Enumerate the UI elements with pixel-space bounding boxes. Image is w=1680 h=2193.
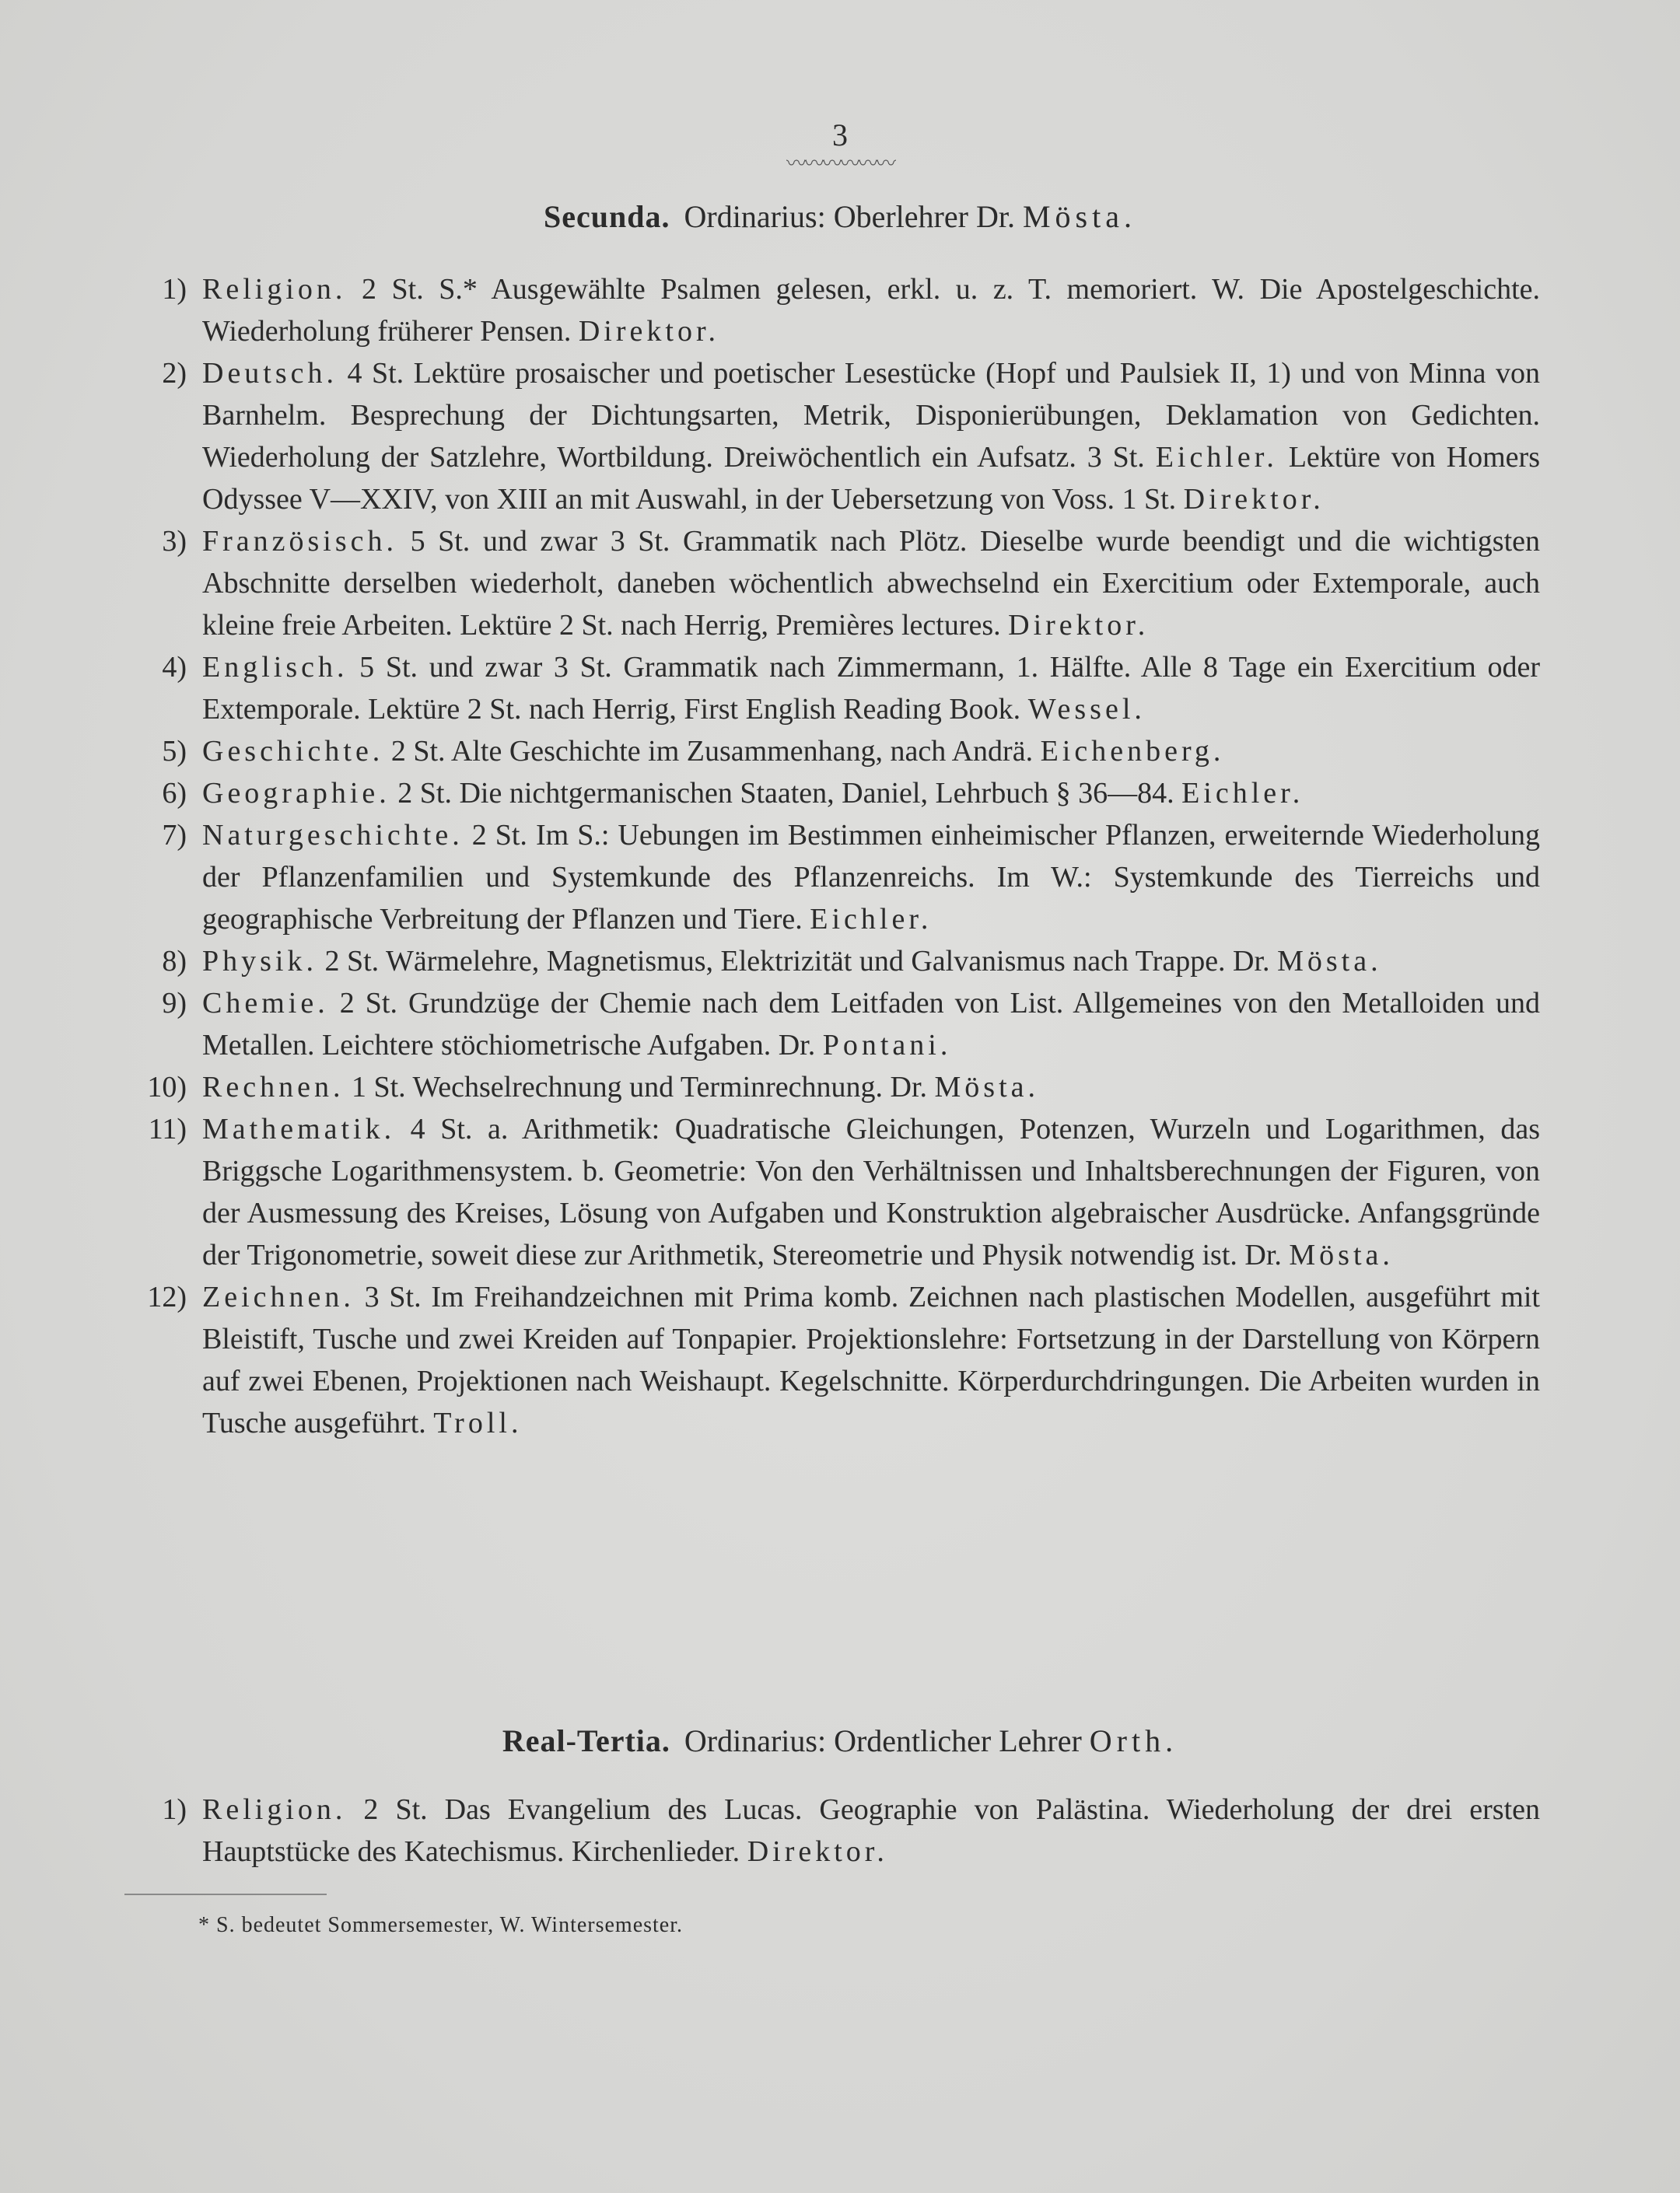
subject-item <box>101 268 1540 352</box>
realtertia-title: Real-Tertia. <box>502 1723 670 1758</box>
item-number: 3) <box>162 525 187 558</box>
subject-item <box>101 646 1540 730</box>
item-teacher: Direktor. <box>747 1835 888 1868</box>
subject-item <box>101 352 1540 520</box>
item-text <box>202 982 1540 1066</box>
item-text <box>202 772 1540 814</box>
item-text <box>202 268 1540 352</box>
item-teacher: Pontani. <box>822 1029 952 1062</box>
item-subject: Französisch. <box>202 525 398 558</box>
item-number: 7) <box>162 819 187 852</box>
item-text <box>202 940 1540 982</box>
item-subject: Chemie. <box>202 987 329 1020</box>
item-description: 2 St. S.* Ausgewählte Psalmen gelesen, erkl. u. z. T. memoriert. W. Die Apostelgeschichte. Wiederholung früherer Pensen. <box>202 273 1540 348</box>
item-teacher: Troll. <box>433 1407 523 1439</box>
item-text <box>202 730 1540 772</box>
item-text <box>202 814 1540 940</box>
footnote-divider <box>124 1894 327 1895</box>
item-subject: Englisch. <box>202 651 348 684</box>
item-number: 1) <box>162 273 187 306</box>
item-teacher: Direktor. <box>1008 609 1150 642</box>
item-teacher: Mösta. <box>1277 945 1382 978</box>
item-subject: Geographie. <box>202 777 390 810</box>
subject-item <box>101 520 1540 646</box>
item-description: 2 St. Wärmelehre, Magnetismus, Elektrizität und Galvanismus nach Trappe. Dr. <box>317 945 1278 978</box>
secunda-title: Secunda. <box>544 199 670 234</box>
ornament-wave: 〰〰〰〰〰〰 <box>786 152 894 175</box>
item-description: 2 St. Alte Geschichte im Zusammenhang, nach Andrä. <box>383 735 1041 768</box>
item-number: 11) <box>148 1113 187 1145</box>
subject-item <box>101 814 1540 940</box>
item-text <box>202 646 1540 730</box>
item-number: 8) <box>162 945 187 978</box>
realtertia-heading <box>0 1723 1680 1759</box>
item-description: 2 St. Die nichtgermanischen Staaten, Daniel, Lehrbuch § 36—84. <box>390 777 1182 810</box>
subject-item <box>101 982 1540 1066</box>
item-description: 4 St. Lektüre prosaischer und poetischer Lesestücke (Hopf und Paulsiek II, 1) und von Minna von Barnhelm. Besprechung der Dichtungsarten, Metrik, Disponierübungen, Deklamation von Gedichten. Wiederholung der Satzlehre, Wortbildung. Dreiwöchentlich ein Aufsatz. 3 St. <box>202 357 1540 474</box>
item-description: 2 St. Grundzüge der Chemie nach dem Leitfaden von List. Allgemeines von den Metalloiden und Metallen. Leichtere stöchiometrische Aufgaben. Dr. <box>202 987 1540 1062</box>
item-number: 10) <box>147 1071 187 1103</box>
footnote: * S. bedeutet Sommersemester, W. Wintersemester. <box>198 1913 684 1937</box>
subject-item <box>101 940 1540 982</box>
item-description: 5 St. und zwar 3 St. Grammatik nach Plötz. Dieselbe wurde beendigt und die wichtigsten Abschnitte derselben wiederholt, daneben wöchentlich abwechselnd ein Exercitium oder Extemporale, auch kleine freie Arbeiten. Lektüre 2 St. nach Herrig, Premières lectures. <box>202 525 1540 642</box>
item-number: 2) <box>162 357 187 390</box>
item-description-continued: Lektüre von Homers Odyssee V—XXIV, von XIII an mit Auswahl, in der Uebersetzung von Voss. 1 St. <box>202 441 1540 516</box>
item-number: 9) <box>162 987 187 1020</box>
item-text <box>202 1066 1540 1108</box>
item-subject: Naturgeschichte. <box>202 819 464 852</box>
item-subject: Rechnen. <box>202 1071 345 1103</box>
item-teacher: Mösta. <box>1289 1239 1394 1271</box>
realtertia-ordinarius-name: Orth. <box>1089 1723 1178 1758</box>
item-description: 3 St. Im Freihandzeichnen mit Prima komb. Zeichnen nach plastischen Modellen, ausgeführt mit Bleistift, Tusche und zwei Kreiden auf Tonpapier. Projektionslehre: Fortsetzung in der Darstellung von Körpern auf zwei Ebenen, Projektionen nach Weishaupt. Kegelschnitte. Körperdurchdringungen. Die Arbeiten wurden in Tusche ausgeführt. <box>202 1281 1540 1439</box>
item-subject: Physik. <box>202 945 317 978</box>
item-subject: Religion. <box>202 1793 347 1826</box>
item-teacher: Mösta. <box>934 1071 1040 1103</box>
item-description: 1 St. Wechselrechnung und Terminrechnung. Dr. <box>344 1071 935 1103</box>
item-text <box>202 1789 1540 1873</box>
realtertia-ordinarius: Ordinarius: Ordentlicher Lehrer <box>684 1723 1082 1758</box>
item-number: 5) <box>162 735 187 768</box>
subject-item <box>101 1276 1540 1444</box>
item-teacher: Eichler. <box>810 903 933 936</box>
item-teacher: Direktor. <box>1183 483 1325 516</box>
item-subject: Deutsch. <box>202 357 338 390</box>
realtertia-subject-list <box>101 1789 1540 1873</box>
secunda-subject-list <box>101 268 1540 1444</box>
subject-item <box>101 772 1540 814</box>
secunda-heading <box>0 198 1680 235</box>
item-description: 2 St. Das Evangelium des Lucas. Geographie von Palästina. Wiederholung der drei ersten Hauptstücke des Katechismus. Kirchenlieder. <box>202 1793 1540 1868</box>
item-subject: Mathematik. <box>202 1113 396 1145</box>
subject-item <box>101 730 1540 772</box>
item-number: 1) <box>162 1793 187 1826</box>
item-teacher: Direktor. <box>578 315 719 348</box>
item-description: 4 St. a. Arithmetik: Quadratische Gleichungen, Potenzen, Wurzeln und Logarithmen, das Briggsche Logarithmensystem. b. Geometrie: Von den Verhältnissen und Inhaltsberechnungen der Figuren, von der Ausmessung des Kreises, Lösung von Aufgaben und Konstruktion algebraischer Ausdrücke. Anfangsgründe der Trigonometrie, soweit diese zur Arithmetik, Stereometrie und Physik notwendig ist. Dr. <box>202 1113 1540 1271</box>
subject-item <box>101 1789 1540 1873</box>
item-teacher: Eichler. <box>1181 777 1304 810</box>
item-number: 12) <box>147 1281 187 1313</box>
subject-item <box>101 1066 1540 1108</box>
item-teacher: Wessel. <box>1027 693 1146 726</box>
item-subject: Religion. <box>202 273 347 306</box>
subject-item <box>101 1108 1540 1276</box>
item-subject: Zeichnen. <box>202 1281 355 1313</box>
secunda-ordinarius-name: Mösta. <box>1022 199 1136 234</box>
item-teacher: Eichler. <box>1155 441 1278 474</box>
secunda-ordinarius: Ordinarius: Oberlehrer Dr. <box>684 199 1015 234</box>
item-text <box>202 352 1540 520</box>
item-subject: Geschichte. <box>202 735 384 768</box>
item-teacher: Eichenberg. <box>1040 735 1225 768</box>
item-number: 4) <box>162 651 187 684</box>
item-text <box>202 520 1540 646</box>
item-description: 2 St. Im S.: Uebungen im Bestimmen einheimischer Pflanzen, erweiternde Wiederholung der Pflanzenfamilien und Systemkunde des Pflanzenreichs. Im W.: Systemkunde des Tierreichs und geographische Verbreitung der Pflanzen und Tiere. <box>202 819 1540 936</box>
item-number: 6) <box>162 777 187 810</box>
page-number: 3 <box>832 117 848 152</box>
item-text <box>202 1108 1540 1276</box>
item-description: 5 St. und zwar 3 St. Grammatik nach Zimmermann, 1. Hälfte. Alle 8 Tage ein Exercitium oder Extemporale. Lektüre 2 St. nach Herrig, First English Reading Book. <box>202 651 1540 726</box>
item-text <box>202 1276 1540 1444</box>
